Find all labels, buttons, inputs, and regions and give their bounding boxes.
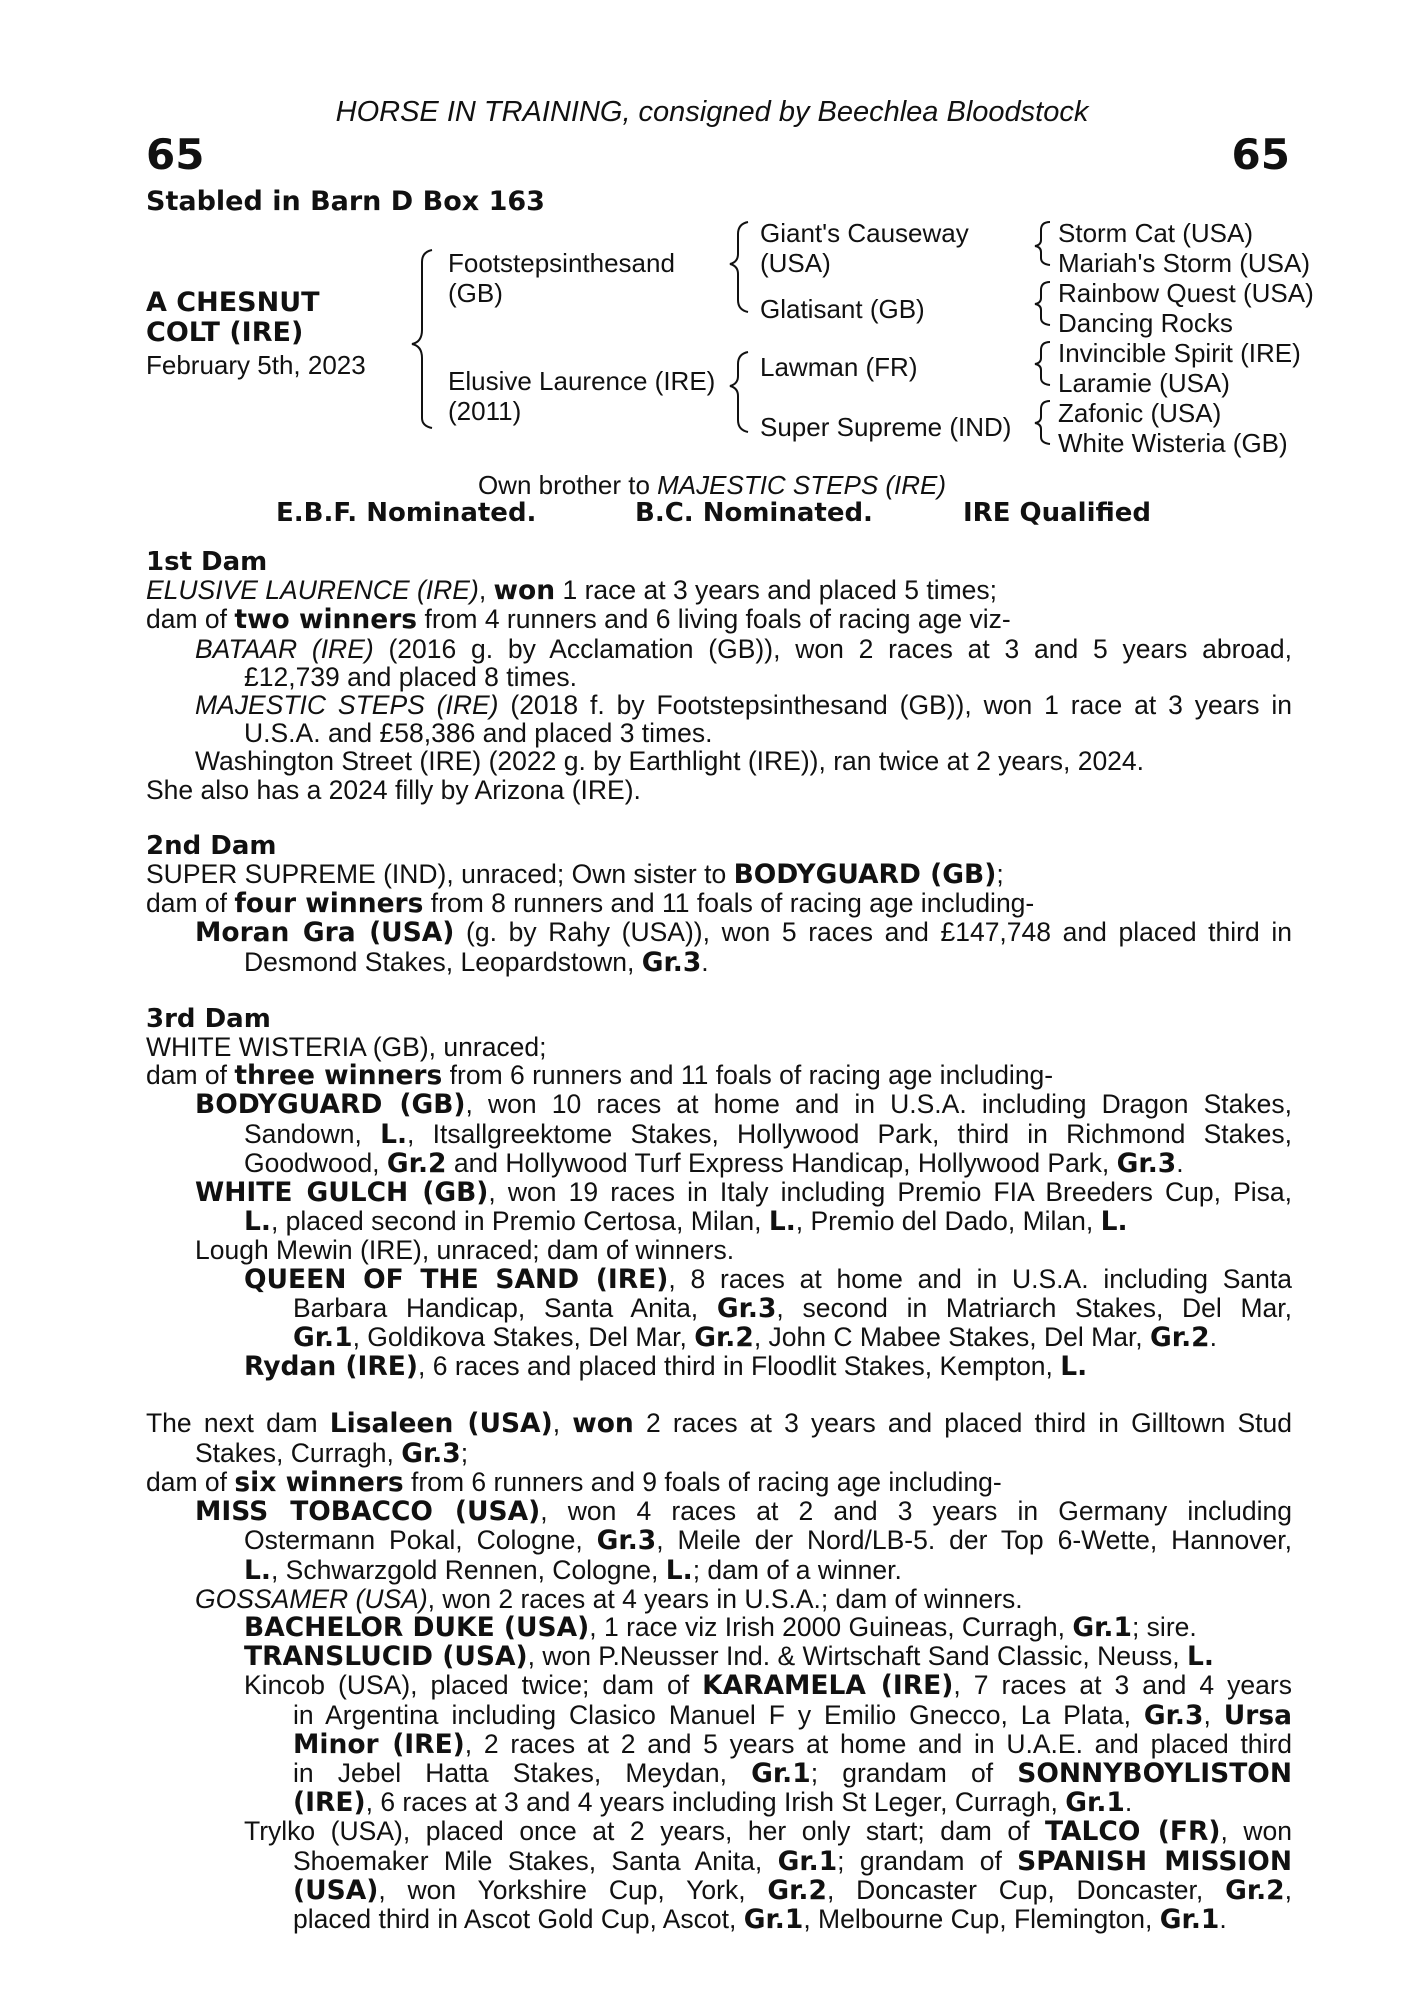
pedigree-sire-dam: Glatisant (GB) [760, 294, 925, 324]
produce-majestic-steps: MAJESTIC STEPS (IRE) (2018 f. by Footstepsinthesand (GB)), won 1 race at 3 years in [195, 690, 1292, 721]
produce-kincob-cont3: in Jebel Hatta Stakes, Meydan, Gr.1; grandam of SONNYBOYLISTON [293, 1757, 1292, 1789]
catalogue-body [146, 548, 1292, 1934]
lot-number-left: 65 [146, 130, 205, 179]
second-dam-produce-summary: dam of four winners from 8 runners and 11 foals of racing age including- [146, 888, 1035, 920]
produce-queen-of-the-sand-cont1: Barbara Handicap, Santa Anita, Gr.3, second in Matriarch Stakes, Del Mar, [293, 1292, 1293, 1324]
third-dam-produce-summary: dam of three winners from 6 runners and 11 foals of racing age including- [146, 1060, 1054, 1092]
produce-miss-tobacco-cont1: Ostermann Pokal, Cologne, Gr.3, Meile der Nord/LB-5. der Top 6-Wette, Hannover, [244, 1525, 1292, 1557]
pedigree-sire-sire [760, 218, 969, 278]
horse-dob: February 5th, 2023 [146, 350, 366, 380]
produce-miss-tobacco: MISS TOBACCO (USA), won 4 races at 2 and 3 years in Germany including [195, 1496, 1292, 1528]
produce-majestic-steps-cont: U.S.A. and £58,386 and placed 3 times. [244, 718, 713, 749]
lot-number-right: 65 [1231, 130, 1290, 179]
second-dam-heading: 2nd Dam [146, 830, 277, 861]
pedigree-g4-1: Storm Cat (USA) [1058, 218, 1254, 248]
produce-queen-of-the-sand: QUEEN OF THE SAND (IRE), 8 races at home and in U.S.A. including Santa [244, 1263, 1292, 1295]
sire-name: Footstepsinthesand [448, 248, 675, 278]
bc-nominated: B.C. Nominated. [635, 498, 873, 528]
stabling-info: Stabled in Barn D Box 163 [146, 186, 545, 217]
produce-kincob: Kincob (USA), placed twice; dam of KARAMELA (IRE), 7 races at 3 and 4 years [244, 1670, 1292, 1702]
own-brother-note: Own brother to MAJESTIC STEPS (IRE) [477, 470, 947, 500]
ire-qualified: IRE Qualified [963, 498, 1152, 528]
sire-sire-origin: (USA) [760, 248, 831, 278]
horse-sex-origin: COLT (IRE) [146, 317, 304, 348]
produce-kincob-cont1: in Argentina including Clasico Manuel F y Emilio Gnecco, La Plata, Gr.3, Ursa [293, 1699, 1292, 1731]
dam-name: Elusive Laurence (IRE) [448, 366, 716, 396]
produce-moran-gra: Moran Gra (USA) (g. by Rahy (USA)), won 5 races and £147,748 and placed third in [195, 917, 1292, 949]
produce-trylko: Trylko (USA), placed once at 2 years, her only start; dam of TALCO (FR), won [244, 1816, 1292, 1848]
pedigree-g4-6: Laramie (USA) [1058, 368, 1230, 398]
pedigree-dam-sire: Lawman (FR) [760, 352, 918, 382]
pedigree-g4-8: White Wisteria (GB) [1058, 428, 1288, 458]
pedigree-g4-7: Zafonic (USA) [1058, 398, 1222, 428]
first-dam-line: ELUSIVE LAURENCE (IRE), won 1 race at 3 years and placed 5 times; [146, 575, 998, 607]
pedigree-g4-5: Invincible Spirit (IRE) [1058, 338, 1301, 368]
produce-rydan: Rydan (IRE), 6 races and placed third in Floodlit Stakes, Kempton, L. [244, 1351, 1088, 1383]
dam-year: (2011) [448, 396, 522, 426]
pedigree-dam [448, 366, 715, 426]
produce-trylko-cont1: Shoemaker Mile Stakes, Santa Anita, Gr.1; grandam of SPANISH MISSION [293, 1845, 1292, 1877]
produce-washington-street: Washington Street (IRE) (2022 g. by Earthlight (IRE)), ran twice at 2 years, 2024. [195, 746, 1145, 777]
produce-trylko-cont2: (USA), won Yorkshire Cup, York, Gr.2, Doncaster Cup, Doncaster, Gr.2, [293, 1874, 1292, 1906]
next-dam-line: The next dam Lisaleen (USA), won 2 races at 3 years and placed third in Gilltown Stud [146, 1408, 1292, 1440]
pedigree-g4-4: Dancing Rocks [1058, 308, 1233, 338]
pedigree-sire [448, 248, 675, 308]
next-dam-line-cont: Stakes, Curragh, Gr.3; [195, 1437, 469, 1469]
produce-bodyguard: BODYGUARD (GB), won 10 races at home and in U.S.A. including Dragon Stakes, [195, 1089, 1292, 1121]
ebf-nominated: E.B.F. Nominated. [276, 498, 537, 528]
sire-sire-name: Giant's Causeway [760, 218, 969, 248]
produce-moran-gra-cont: Desmond Stakes, Leopardstown, Gr.3. [244, 946, 709, 978]
horse-colour-sex: A CHESNUT [146, 287, 320, 318]
third-dam-heading: 3rd Dam [146, 1003, 271, 1034]
produce-bataar: BATAAR (IRE) (2016 g. by Acclamation (GB)), won 2 races at 3 and 5 years abroad, [195, 633, 1292, 664]
produce-bodyguard-cont1: Sandown, L., Itsallgreektome Stakes, Hollywood Park, third in Richmond Stakes, [244, 1118, 1292, 1150]
next-dam-produce-summary: dam of six winners from 6 runners and 9 foals of racing age including- [146, 1466, 1002, 1498]
consignment-header: HORSE IN TRAINING, consigned by Beechlea Bloodstock [335, 96, 1089, 128]
pedigree-g4-2: Mariah's Storm (USA) [1058, 248, 1311, 278]
produce-bataar-cont: £12,739 and placed 8 times. [244, 661, 577, 692]
first-dam-heading: 1st Dam [146, 547, 268, 577]
second-dam-line: SUPER SUPREME (IND), unraced; Own sister to BODYGUARD (GB); [146, 859, 1004, 891]
produce-miss-tobacco-cont2: L., Schwarzgold Rennen, Cologne, L.; dam of a winner. [244, 1554, 902, 1586]
produce-translucid: TRANSLUCID (USA), won P.Neusser Ind. & Wirtschaft Sand Classic, Neuss, L. [244, 1641, 1214, 1673]
produce-white-gulch-cont: L., placed second in Premio Certosa, Milan, L., Premio del Dado, Milan, L. [244, 1206, 1128, 1238]
produce-white-gulch: WHITE GULCH (GB), won 19 races in Italy including Premio FIA Breeders Cup, Pisa, [195, 1177, 1292, 1209]
produce-bodyguard-cont2: Goodwood, Gr.2 and Hollywood Turf Express Handicap, Hollywood Park, Gr.3. [244, 1147, 1184, 1179]
produce-queen-of-the-sand-cont2: Gr.1, Goldikova Stakes, Del Mar, Gr.2, John C Mabee Stakes, Del Mar, Gr.2. [293, 1322, 1217, 1354]
produce-lough-mewin: Lough Mewin (IRE), unraced; dam of winners. [195, 1235, 735, 1266]
produce-trylko-cont3: placed third in Ascot Gold Cup, Ascot, Gr.1, Melbourne Cup, Flemington, Gr.1. [293, 1903, 1227, 1935]
produce-kincob-cont2: Minor (IRE), 2 races at 2 and 5 years at home and in U.A.E. and placed third [293, 1728, 1292, 1760]
first-dam-produce-summary: dam of two winners from 4 runners and 6 living foals of racing age viz- [146, 604, 1011, 636]
pedigree-dam-dam: Super Supreme (IND) [760, 412, 1012, 442]
pedigree-g4-3: Rainbow Quest (USA) [1058, 278, 1314, 308]
produce-2024-filly: She also has a 2024 filly by Arizona (IRE). [146, 774, 641, 805]
produce-kincob-cont4: (IRE), 6 races at 3 and 4 years including Irish St Leger, Curragh, Gr.1. [293, 1787, 1133, 1819]
third-dam-line: WHITE WISTERIA (GB), unraced; [146, 1032, 547, 1063]
produce-gossamer: GOSSAMER (USA), won 2 races at 4 years in U.S.A.; dam of winners. [195, 1583, 1023, 1614]
produce-bachelor-duke: BACHELOR DUKE (USA), 1 race viz Irish 2000 Guineas, Curragh, Gr.1; sire. [244, 1611, 1197, 1643]
sire-origin: (GB) [448, 278, 503, 308]
